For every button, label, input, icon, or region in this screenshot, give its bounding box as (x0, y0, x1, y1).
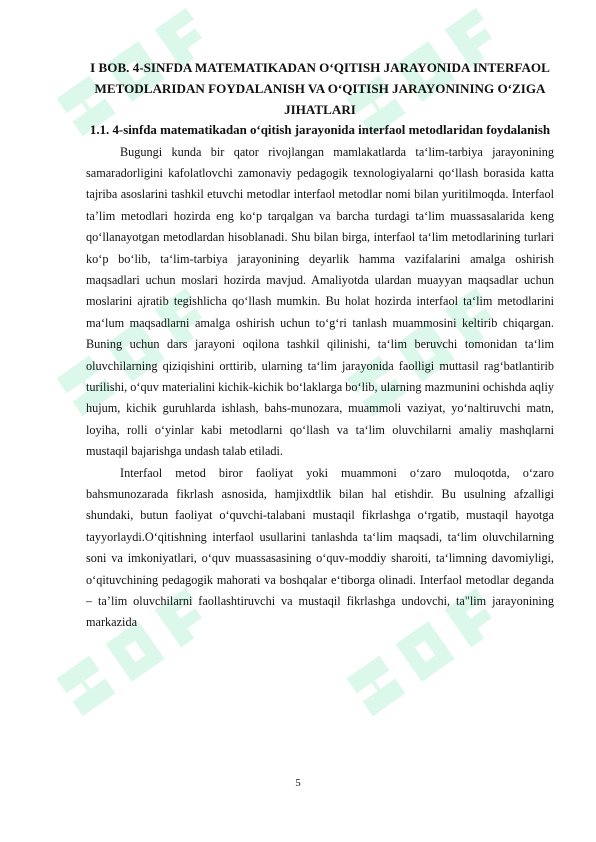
paragraph-2: Interfaol metod biror faoliyat yoki muammoni o‘zaro muloqotda, o‘zaro bahsmunozarada fikrlash asnosida, hamjixdtlik bilan hal etishdir. Bu usulning afzalligi shundaki, butun faoliyat o‘quvchi-talabani mustaqil fikrlashga o‘rgatib, mustaqil hayotga tayyorlaydi.O‘qitishning interfaol usullarini tanlashda ta‘lim maqsadi, ta‘lim oluvchilarning soni va imkoniyatlari, o‘quv muassasasining o‘quv-moddiy sharoiti, ta‘limning davomiyligi, o‘qituvchining pedagogik mahorati va boshqalar e‘tiborga olinadi. Interfaol metodlar deganda – ta’lim oluvchilarni faollashtiruvchi va mustaqil fikrlashga undovchi, ta"lim jarayonining markazida (86, 465, 554, 630)
paragraph-1: Bugungi kunda bir qator rivojlangan mamlakatlarda ta‘lim-tarbiya jarayonining samaradorligini kafolatlovchi zamonaviy pedagogik texnologiyalarni qo‘llash borasida katta tajriba asoslarini tashkil etuvchi metodlar interfaol metodlar nomi bilan yuritilmoqda. Interfaol ta’lim metodlari hozirda eng ko‘p tarqalgan va barcha turdagi ta‘lim muassasalarida keng qo‘llanayotgan metodlardan hisoblanadi. Shu bilan birga, interfaol ta‘lim metodlarining turlari ko‘p bo‘lib, ta‘lim-tarbiya jarayonining deyarlik hamma vazifalarini amalga oshirish maqsadlari uchun moslari hozirda mavjud. Amaliyotda ulardan muayyan maqsadlar uchun moslarini ajratib tegishlicha qo‘llash mumkin. Bu holat hozirda interfaol ta‘lim metodlarini ma‘lum maqsadlarni amalga oshirish uchun to‘g‘ri tanlash muammosini keltirib chiqargan. Buning uchun dars jarayoni oqilona tashkil qilinishi, ta‘lim beruvchi tomonidan ta‘lim oluvchilarning qiziqishini orttirib, ularning ta‘lim jarayonida faolligi muttasil rag‘batlantirib turilishi, o‘quv materialini kichik-kichik bo‘laklarga bo‘lib, ularning mazmunini ochishda aqliy hujum, kichik guruhlarda ishlash, bahs-munozara, muammoli vaziyat, yo‘naltiruvchi matn, loyiha, rolli o‘yinlar kabi metodlarni qo‘llash va ta‘lim oluvchilarni amaliy mashqlarni mustaqil bajarishga undash talab etiladi. (86, 144, 554, 459)
chapter-heading: I BOB. 4-SINFDA MATEMATIKADAN O‘QITISH JARAYONIDA INTERFAOL METODLARIDAN FOYDALANISH VA O‘QITISH JARAYONINING O‘ZIGA JIHATLARI (90, 60, 550, 117)
document-body (86, 57, 554, 634)
section-heading: 1.1. 4-sinfda matematikadan o‘qitish jarayonida interfaol metodlaridan foydalanish (89, 123, 551, 137)
page-number: 5 (295, 777, 301, 789)
